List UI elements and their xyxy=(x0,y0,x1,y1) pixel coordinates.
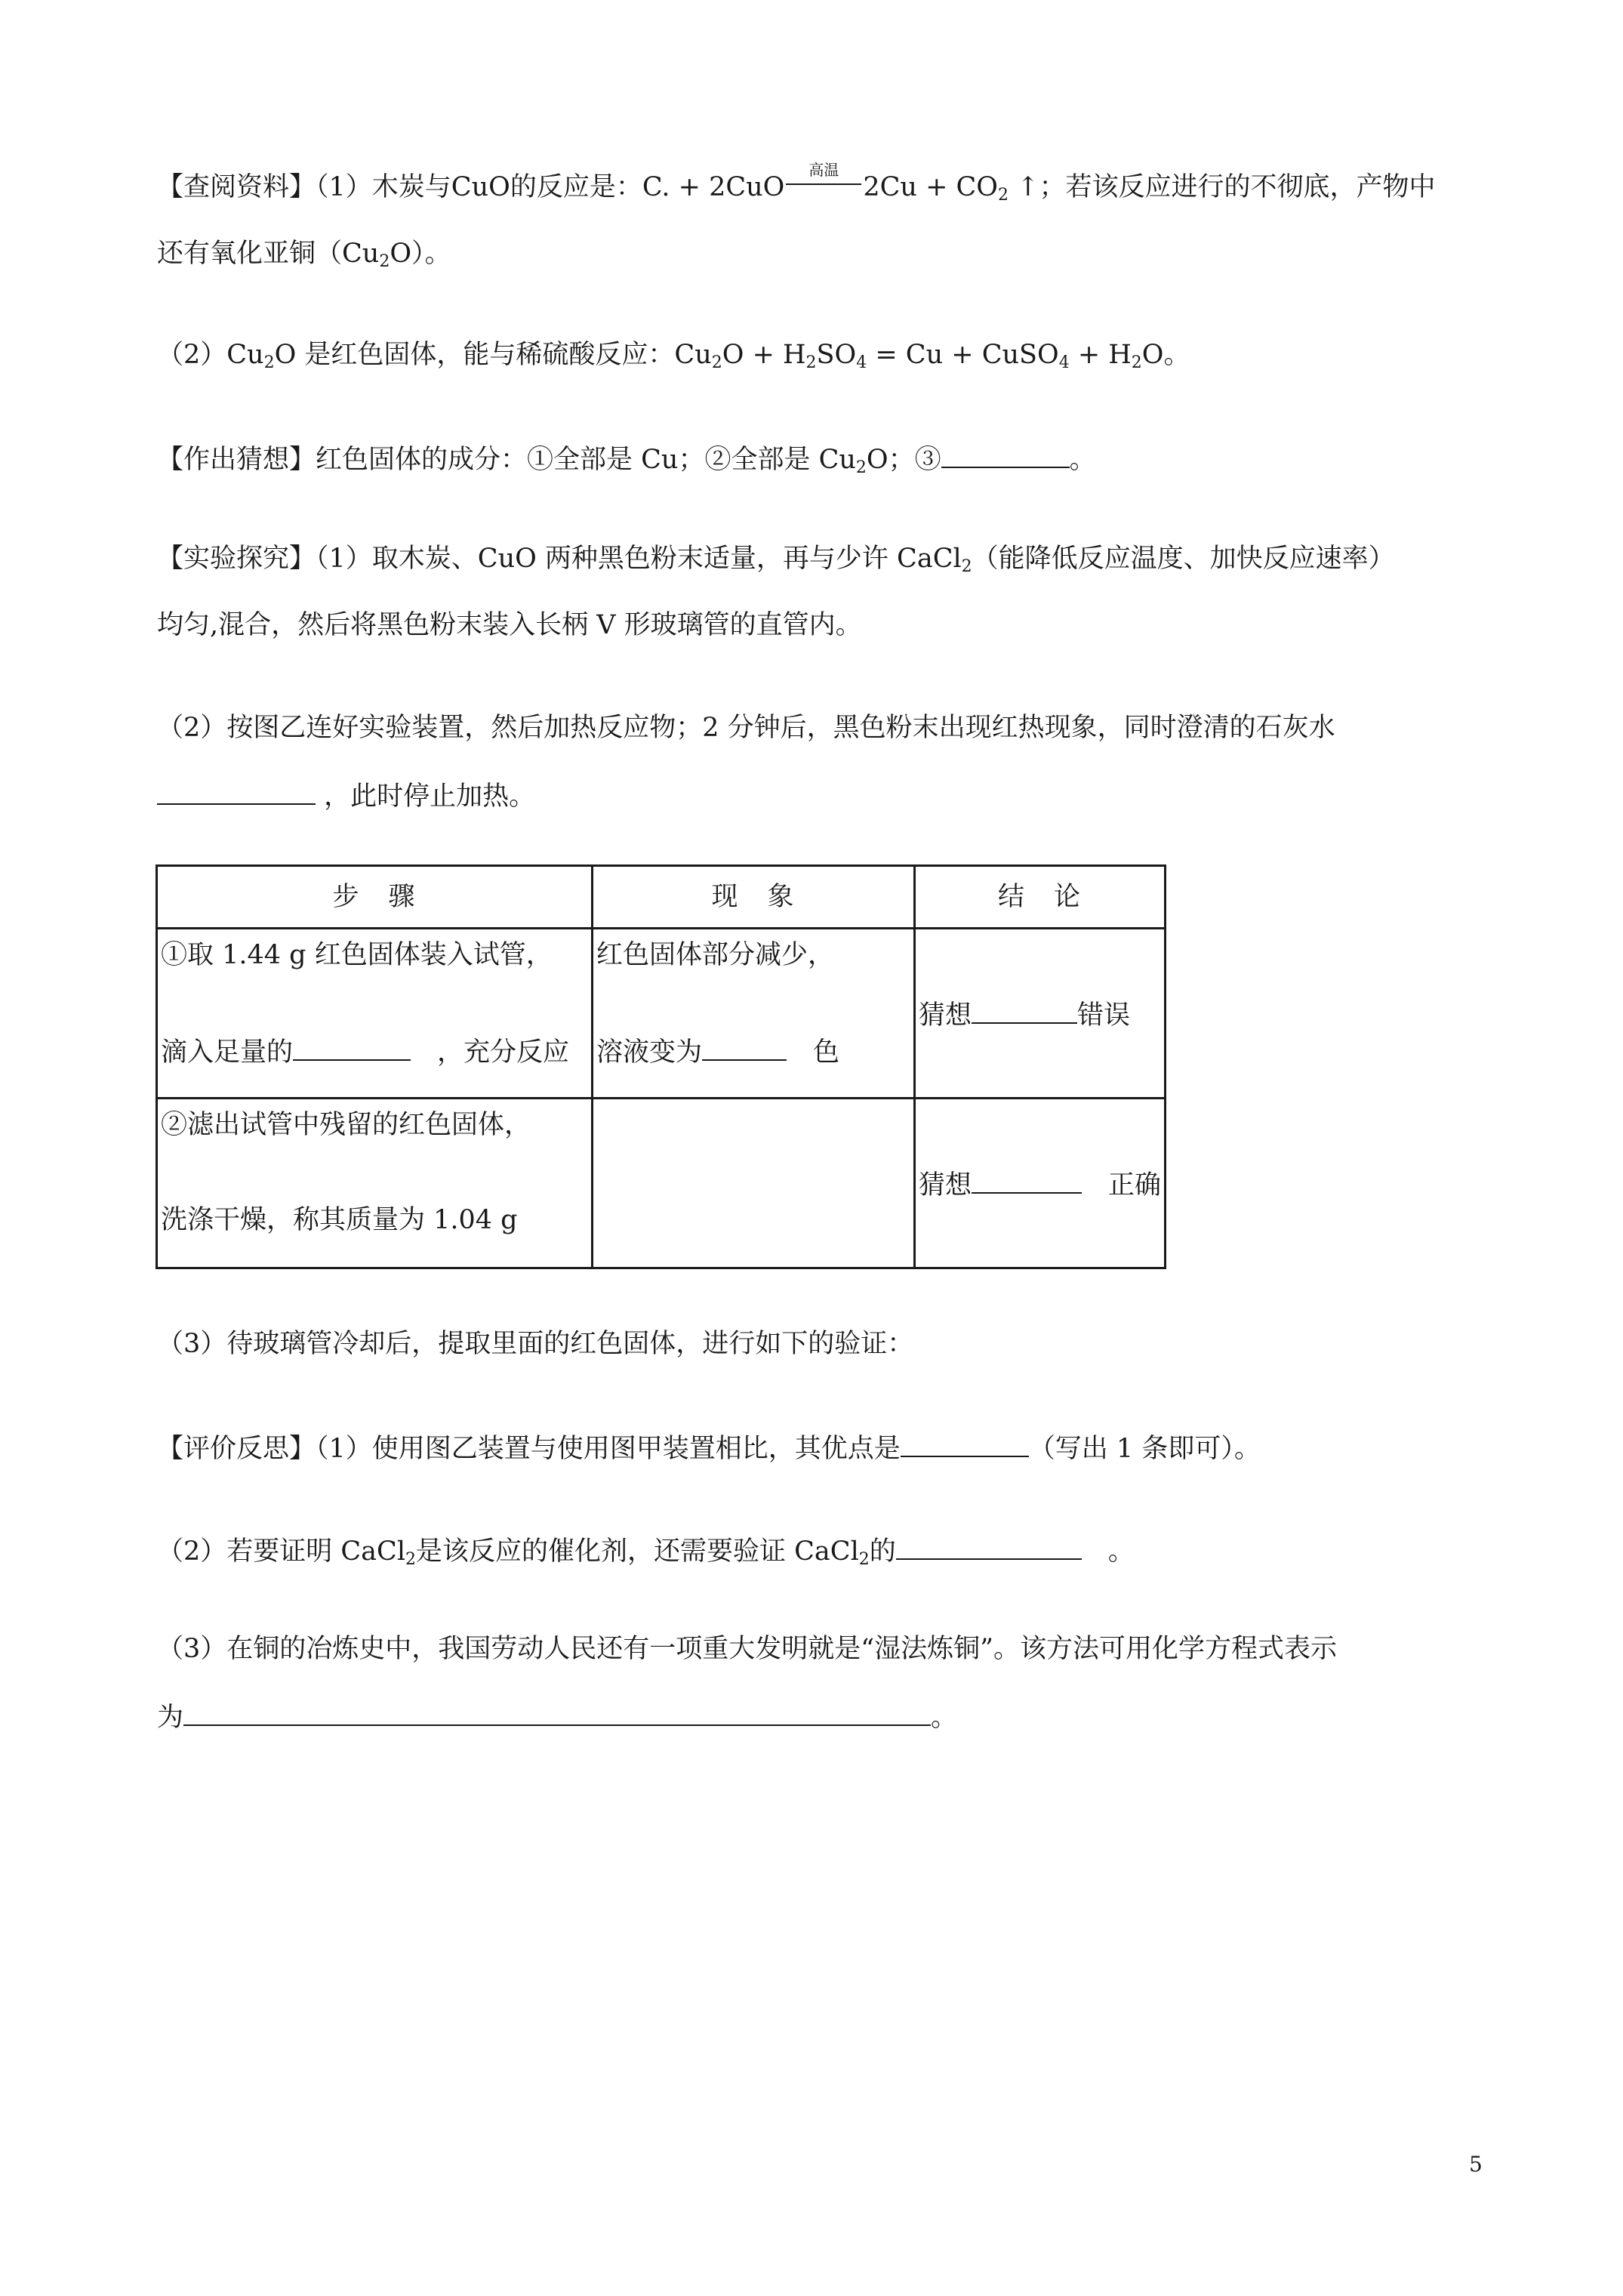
advantage-blank[interactable] xyxy=(901,1430,1029,1457)
reference-line-1: 【查阅资料】（1）木炭与CuO的反应是：C. + 2CuO 高温 $2Cu + CO_2$ ↑；若该反应进行的不彻底，产物中 xyxy=(157,161,1436,205)
page-number: 5 xyxy=(1469,2152,1483,2177)
row1-step: ①取 1.44 g 红色固体装入试管， 滴入足量的 ，充分反应 xyxy=(157,929,593,1099)
hypothesis-3-blank[interactable] xyxy=(941,441,1070,468)
reaction-condition: 高温 xyxy=(786,173,861,196)
reference-tag: 【查阅资料】 xyxy=(157,172,316,202)
experiment-tag: 【实验探究】 xyxy=(157,544,316,574)
equation-lhs: C. + 2CuO xyxy=(642,172,785,202)
row1-conclusion: 猜想 错误 xyxy=(915,929,1166,1099)
table-header-row xyxy=(157,866,1166,929)
header-conclusion: 结 论 xyxy=(915,866,1166,929)
table-row xyxy=(157,1099,1166,1268)
evaluation-line-4: 为 。 xyxy=(157,1699,957,1734)
catalyst-blank[interactable] xyxy=(896,1533,1082,1560)
header-phenomenon: 现 象 xyxy=(593,866,915,929)
row2-conclusion: 猜想 正确 xyxy=(915,1099,1166,1268)
hypothesis-tag: 【作出猜想】 xyxy=(157,445,316,475)
evaluation-line-3: （3）在铜的冶炼史中，我国劳动人民还有一项重大发明就是“湿法炼铜”。该方法可用化学方程式表示 xyxy=(157,1634,1338,1664)
verification-line: （3）待玻璃管冷却后，提取里面的红色固体，进行如下的验证： xyxy=(157,1329,914,1359)
reagent-blank[interactable] xyxy=(293,1034,411,1061)
table-row xyxy=(157,929,1166,1099)
hypothesis-line: 【作出猜想】红色固体的成分：①全部是 Cu；②全部是 $Cu_2O$；③ 。 xyxy=(157,441,1096,476)
row2-phenomenon xyxy=(593,1099,915,1268)
experiment-line-2: 均匀,混合，然后将黑色粉末装入长柄 V 形玻璃管的直管内。 xyxy=(157,610,862,640)
wrong-hypothesis-blank[interactable] xyxy=(972,997,1077,1024)
evaluation-tag: 【评价反思】 xyxy=(157,1434,316,1464)
equation-rhs: 2Cu + CO xyxy=(863,172,998,202)
evaluation-line-2: （2）若要证明 CaCl$_2$是该反应的催化剂，还需要验证 CaCl$_2$的 。 xyxy=(157,1533,1135,1568)
reference-line-2: 还有氧化亚铜$(Cu_2O)$。 xyxy=(157,239,451,271)
experiment-line-1: 【实验探究】（1）取木炭、CuO 两种黑色粉末适量，再与少许 CaCl$_2$（能降低反应温度、加快反应速率） xyxy=(157,544,1395,576)
experiment-line-3: （2）按图乙连好实验装置，然后加热反应物；2 分钟后，黑色粉末出现红热现象，同时澄清的石灰水 xyxy=(157,713,1335,743)
reference-line-3: $(2)Cu_2O$ 是红色固体，能与稀硫酸反应：$Cu_2O + H_2SO_4 = Cu$ + CuSO$_4$ + $H_2O$。 xyxy=(157,340,1190,372)
row1-phenomenon: 红色固体部分减少， 溶液变为 色 xyxy=(593,929,915,1099)
correct-hypothesis-blank[interactable] xyxy=(972,1166,1082,1194)
solution-color-blank[interactable] xyxy=(702,1034,787,1061)
evaluation-line-1: 【评价反思】（1）使用图乙装置与使用图甲装置相比，其优点是 （写出 1 条即可）。 xyxy=(157,1430,1261,1465)
limewater-blank[interactable] xyxy=(157,778,316,805)
equation-blank[interactable] xyxy=(183,1699,931,1726)
header-step: 步 骤 xyxy=(157,866,593,929)
experiment-table xyxy=(156,864,1166,1269)
row2-step: ②滤出试管中残留的红色固体， 洗涤干燥，称其质量为 1.04 g xyxy=(157,1099,593,1268)
experiment-line-4: ，此时停止加热。 xyxy=(157,778,535,813)
